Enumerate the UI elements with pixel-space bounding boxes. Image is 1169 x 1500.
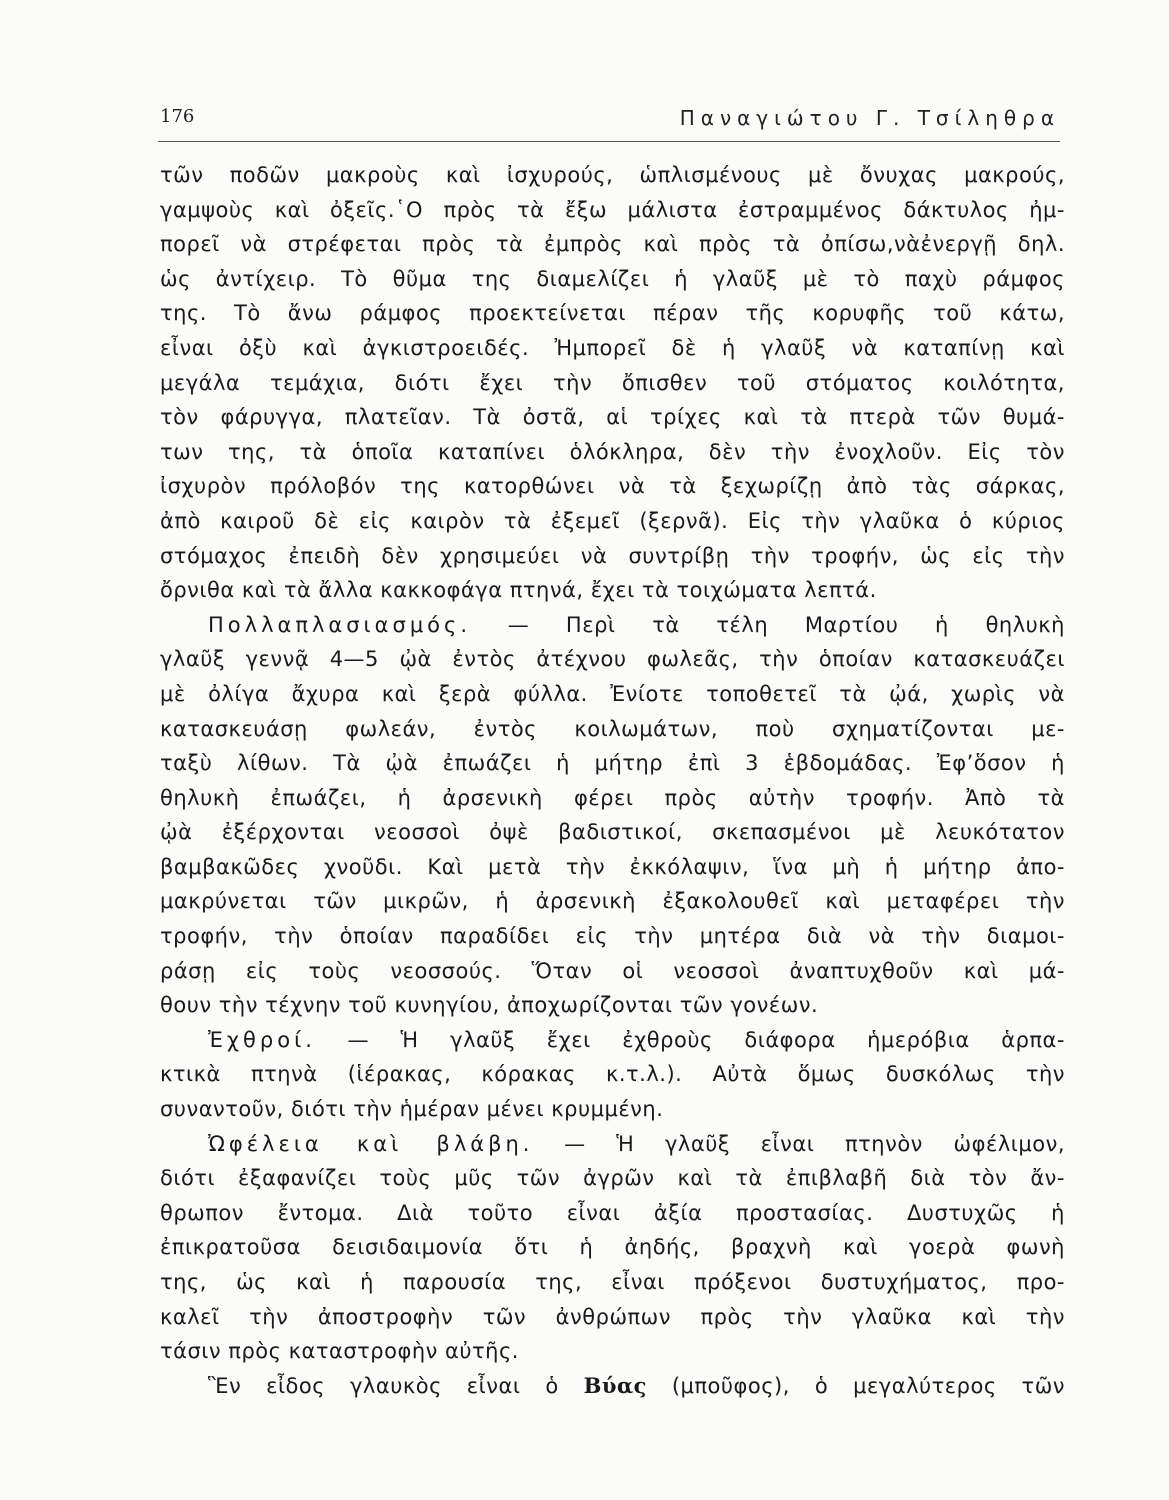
text-fragment: (μποῦφος), ὁ μεγαλύτερος τῶν xyxy=(671,1373,1065,1398)
text-line: θηλυκὴ ἐπωάζει, ἡ ἀρσενικὴ φέρει πρὸς αὐτὴν τροφήν. Ἀπὸ τὰ xyxy=(160,785,1065,810)
text-line: κτικὰ πτηνὰ (ἱέρακας, κόρακας κ.τ.λ.). Αὐτὰ ὅμως δυσκόλως τὴν xyxy=(160,1062,1065,1087)
text-line: της. Τὸ ἄνω ράμφος προεκτείνεται πέραν τῆς κορυφῆς τοῦ κάτω, xyxy=(160,301,1065,326)
text-line: ράσῃ εἰς τοὺς νεοσσούς. Ὅταν οἱ νεοσσοὶ ἀναπτυχθοῦν καὶ μά- xyxy=(160,958,1065,983)
body-text xyxy=(160,158,1065,1403)
section-benefit-first-line xyxy=(160,1127,1065,1162)
text-line: ἰσχυρὸν πρόλοβόν της κατορθώνει νὰ τὰ ξεχωρίζῃ ἀπὸ τὰς σάρκας, xyxy=(160,474,1065,499)
text-line: βαμβακῶδες χνοῦδι. Καὶ μετὰ τὴν ἐκκόλαψιν, ἵνα μὴ ἡ μήτηρ ἀπο- xyxy=(160,854,1065,879)
text-line: γλαῦξ γεννᾷ 4—5 ᾠὰ ἐντὸς ἀτέχνου φωλεᾶς, τὴν ὁποίαν κατασκευάζει xyxy=(160,647,1065,672)
text-line: τὸν φάρυγγα, πλατεῖαν. Τὰ ὀστᾶ, αἱ τρίχες καὶ τὰ πτερὰ τῶν θυμά- xyxy=(160,405,1065,430)
running-head xyxy=(160,106,1060,136)
text-line: εἶναι ὀξὺ καὶ ἀγκιστροειδές. Ἠμπορεῖ δὲ ἡ γλαῦξ νὰ καταπίνῃ καὶ xyxy=(160,335,1065,360)
species-name-bold: Βύας xyxy=(583,1372,647,1398)
text-line: μεγάλα τεμάχια, διότι ἔχει τὴν ὄπισθεν τοῦ στόματος κοιλότητα, xyxy=(160,370,1065,395)
text-fragment: Ἓν εἶδος γλαυκὸς εἶναι ὁ xyxy=(208,1373,559,1398)
text-line: συναντοῦν, διότι τὴν ἡμέραν μένει κρυμμένη. xyxy=(160,1097,664,1122)
section-heading-benefit: Ὠφέλεια καὶ βλάβη. xyxy=(208,1131,534,1156)
text-fragment: — Περὶ τὰ τέλη Μαρτίου ἡ θηλυκὴ xyxy=(507,612,1065,637)
text-line: θουν τὴν τέχνην τοῦ κυνηγίου, ἀποχωρίζονται τῶν γονέων. xyxy=(160,993,819,1018)
text-line: πορεῖ νὰ στρέφεται πρὸς τὰ ἐμπρὸς καὶ πρὸς τὰ ὀπίσω,νὰἐνεργῇ δηλ. xyxy=(160,232,1065,257)
text-line: κατασκευάσῃ φωλεάν, ἐντὸς κοιλωμάτων, ποὺ σχηματίζονται με- xyxy=(160,716,1065,741)
text-line: ὡς ἀντίχειρ. Τὸ θῦμα της διαμελίζει ἡ γλαῦξ μὲ τὸ παχὺ ράμφος xyxy=(160,266,1065,291)
section-reproduction-first-line xyxy=(160,608,1065,643)
text-line: διότι ἐξαφανίζει τοὺς μῦς τῶν ἀγρῶν καὶ τὰ ἐπιβλαβῆ διὰ τὸν ἄν- xyxy=(160,1166,1065,1191)
text-line: ἐπικρατοῦσα δεισιδαιμονία ὅτι ἡ ἀηδής, βραχνὴ καὶ γοερὰ φωνὴ xyxy=(160,1235,1065,1260)
text-line: καλεῖ τὴν ἀποστροφὴν τῶν ἀνθρώπων πρὸς τὴν γλαῦκα καὶ τὴν xyxy=(160,1304,1065,1329)
text-line: τάσιν πρὸς καταστροφὴν αὐτῆς. xyxy=(160,1339,519,1364)
text-line: μὲ ὀλίγα ἄχυρα καὶ ξερὰ φύλλα. Ἐνίοτε τοποθετεῖ τὰ ᾠά, χωρὶς νὰ xyxy=(160,681,1065,706)
text-line: της, ὡς καὶ ἡ παρουσία της, εἶναι πρόξενοι δυστυχήματος, προ- xyxy=(160,1270,1065,1294)
header-rule xyxy=(158,141,1060,142)
text-line: γαμψοὺς καὶ ὀξεῖς.῾Ο πρὸς τὰ ἔξω μάλιστα ἐστραμμένος δάκτυλος ἠμ- xyxy=(160,197,1065,222)
section-heading-enemies: Ἐχθροί. xyxy=(208,1027,316,1052)
text-line: ᾠὰ ἐξέρχονται νεοσσοὶ ὀψὲ βαδιστικοί, σκεπασμένοι μὲ λευκότατον xyxy=(160,820,1065,845)
page-number: 176 xyxy=(160,106,195,127)
text-line: τροφήν, τὴν ὁποίαν παραδίδει εἰς τὴν μητέρα διὰ νὰ τὴν διαμοι- xyxy=(160,924,1065,949)
text-line: ἀπὸ καιροῦ δὲ εἰς καιρὸν τὰ ἐξεμεῖ (ξερνᾶ). Εἰς τὴν γλαῦκα ὁ κύριος xyxy=(160,508,1065,533)
section-enemies-first-line xyxy=(160,1023,1065,1058)
text-line: τῶν ποδῶν μακροὺς καὶ ἰσχυρούς, ὡπλισμένους μὲ ὄνυχας μακρούς, xyxy=(160,163,1065,187)
text-fragment: — Ἡ γλαῦξ εἶναι πτηνὸν ὠφέλιμον, xyxy=(564,1131,1065,1156)
running-title: Παναγιώτου Γ. Τσίληθρα xyxy=(679,106,1060,130)
section-heading-reproduction: Πολλαπλασιασμός. xyxy=(208,612,472,637)
text-fragment: — Ἡ γλαῦξ ἔχει ἐχθροὺς διάφορα ἡμερόβια ἁρπα- xyxy=(347,1027,1065,1052)
text-line: των της, τὰ ὁποῖα καταπίνει ὁλόκληρα, δὲν τὴν ἐνοχλοῦν. Εἰς τὸν xyxy=(160,439,1065,464)
text-line: στόμαχος ἐπειδὴ δὲν χρησιμεύει νὰ συντρίβῃ τὴν τροφήν, ὡς εἰς τὴν xyxy=(160,543,1065,568)
text-line: ὄρνιθα καὶ τὰ ἄλλα κακκοφάγα πτηνά, ἔχει τὰ τοιχώματα λεπτά. xyxy=(160,578,877,603)
text-line: μακρύνεται τῶν μικρῶν, ἡ ἀρσενικὴ ἐξακολουθεῖ καὶ μεταφέρει τὴν xyxy=(160,889,1065,914)
text-line: ταξὺ λίθων. Τὰ ᾠὰ ἐπωάζει ἡ μήτηρ ἐπὶ 3 ἑβδομάδας. Ἐφ’ὅσον ἡ xyxy=(160,751,1065,776)
text-line: θρωπον ἔντομα. Διὰ τοῦτο εἶναι ἀξία προστασίας. Δυστυχῶς ἡ xyxy=(160,1200,1065,1225)
last-paragraph-line xyxy=(160,1369,1065,1404)
